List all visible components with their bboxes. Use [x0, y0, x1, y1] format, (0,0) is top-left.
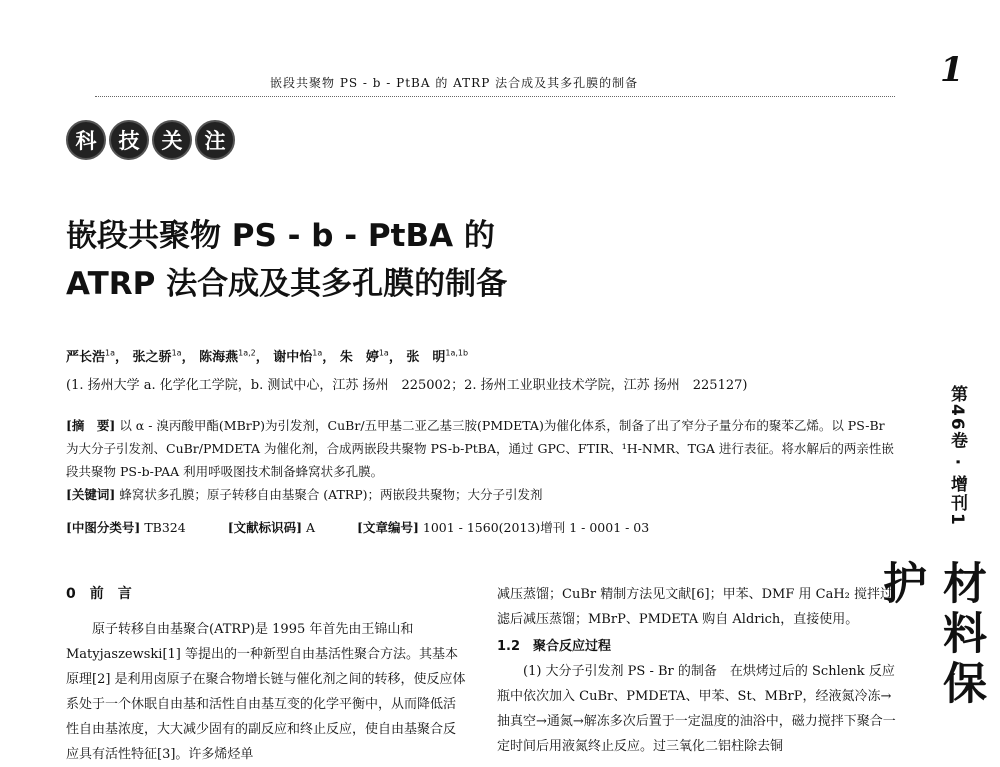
author-affil-mark: 1a [378, 348, 389, 358]
author-affil-mark: 1a [105, 348, 116, 358]
classification-line [66, 518, 687, 536]
journal-name-sidebar: 材料保护 [875, 560, 986, 710]
author-name: 张之骄 [132, 350, 172, 365]
author-affil-mark: 1a [312, 348, 323, 358]
section-heading-intro: 0 前 言 [66, 586, 132, 602]
section-badge: 技 [109, 120, 149, 160]
article-number-value: 1001 - 1560(2013)增刊 1 - 0001 - 03 [422, 520, 650, 535]
section-badge: 注 [195, 120, 235, 160]
keywords-text: 蜂窝状多孔膜；原子转移自由基聚合 (ATRP)；两嵌段共聚物；大分子引发剂 [119, 487, 543, 502]
journal-volume-sidebar: 第46卷 · 增刊1 [947, 385, 967, 527]
running-header: 嵌段共聚物 PS - b - PtBA 的 ATRP 法合成及其多孔膜的制备 [270, 76, 639, 90]
author-affil-mark: 1a,1b [445, 348, 469, 358]
author-affil-mark: 1a,2 [238, 348, 256, 358]
section-badge: 科 [66, 120, 106, 160]
section-badge: 关 [152, 120, 192, 160]
title-line-1: 嵌段共聚物 PS - b - PtBA 的 [66, 218, 495, 254]
doccode-value: A [306, 520, 316, 535]
clc-value: TB324 [144, 520, 186, 535]
author-name: 严长浩 [66, 350, 106, 365]
page-number: 1 [940, 50, 964, 90]
keywords-label: [关键词] [66, 487, 116, 502]
title-line-2: ATRP 法合成及其多孔膜的制备 [66, 266, 508, 302]
column-left [66, 582, 468, 767]
article-number-label: [文章编号] [357, 520, 419, 535]
section-heading-polymerization: 1.2 聚合反应过程 [497, 639, 612, 654]
section-badges [66, 120, 235, 160]
author-name: 朱 婷 [339, 350, 379, 365]
affiliation: (1. 扬州大学 a. 化学化工学院，b. 测试中心，江苏 扬州 225002；2. 扬州工业职业技术学院，江苏 扬州 225127) [66, 378, 748, 393]
clc-label: [中图分类号] [66, 520, 141, 535]
materials-paragraph: 减压蒸馏；CuBr 精制方法见文献[6]；甲苯、DMF 用 CaH₂ 搅拌过滤后减压蒸馏；MBrP、PMDETA 购自 Aldrich，直接使用。 [497, 587, 894, 627]
author-name: 谢中怡 [273, 350, 313, 365]
header-rule [95, 96, 895, 97]
author-affil-mark: 1a [171, 348, 182, 358]
intro-paragraph: 原子转移自由基聚合(ATRP)是 1995 年首先由王锦山和 Matyjaszewski[1] 等提出的一种新型自由基活性聚合方法。其基本原理[2] 是利用卤原子在聚合物增长链与催化剂之间的转移，使反应体系处于一个休眠自由基和活性自由基互变的化学平衡中，从而降低活性自由基浓度，大大减少固有的副反应和终止反应，使自由基聚合反应具有活性特征[3]。许多烯烃单 [66, 622, 466, 762]
author-name: 张 明 [406, 350, 446, 365]
abstract-label: [摘 要] [66, 418, 116, 433]
author-name: 陈海燕 [199, 350, 239, 365]
article-title [66, 212, 507, 308]
abstract [66, 414, 898, 506]
doccode-label: [文献标识码] [227, 520, 303, 535]
column-right [497, 582, 899, 759]
author-list: 严长浩$^{1a}$， 张之骄$^{1a}$， 陈海燕$^{1a,2}$， 谢中怡$^{1a}$， 朱 婷$^{1a}$， 张 明$^{1a,1b}$ [66, 348, 469, 365]
abstract-text: 以 α - 溴丙酸甲酯(MBrP)为引发剂，CuBr/五甲基二亚乙基三胺(PMDETA)为催化体系，制备了出了窄分子量分布的聚苯乙烯。以 PS-Br 为大分子引发剂、CuBr/PMDETA 为催化剂，合成两嵌段共聚物 PS-b-PtBA，通过 GPC、FTIR、¹H-NMR、TGA 进行表征。将水解后的两亲性嵌段共聚物 PS-b-PAA 利用呼吸图技术制备蜂窝状多孔膜。 [66, 418, 894, 479]
polymerization-paragraph: (1) 大分子引发剂 PS - Br 的制备 在烘烤过后的 Schlenk 反应瓶中依次加入 CuBr、PMDETA、甲苯、St、MBrP，经液氮冷冻→抽真空→通氮→解冻多次后置于一定温度的油浴中，磁力搅拌下聚合一定时间后用液氮终止反应。过三氧化二铝柱除去铜 [497, 664, 896, 754]
